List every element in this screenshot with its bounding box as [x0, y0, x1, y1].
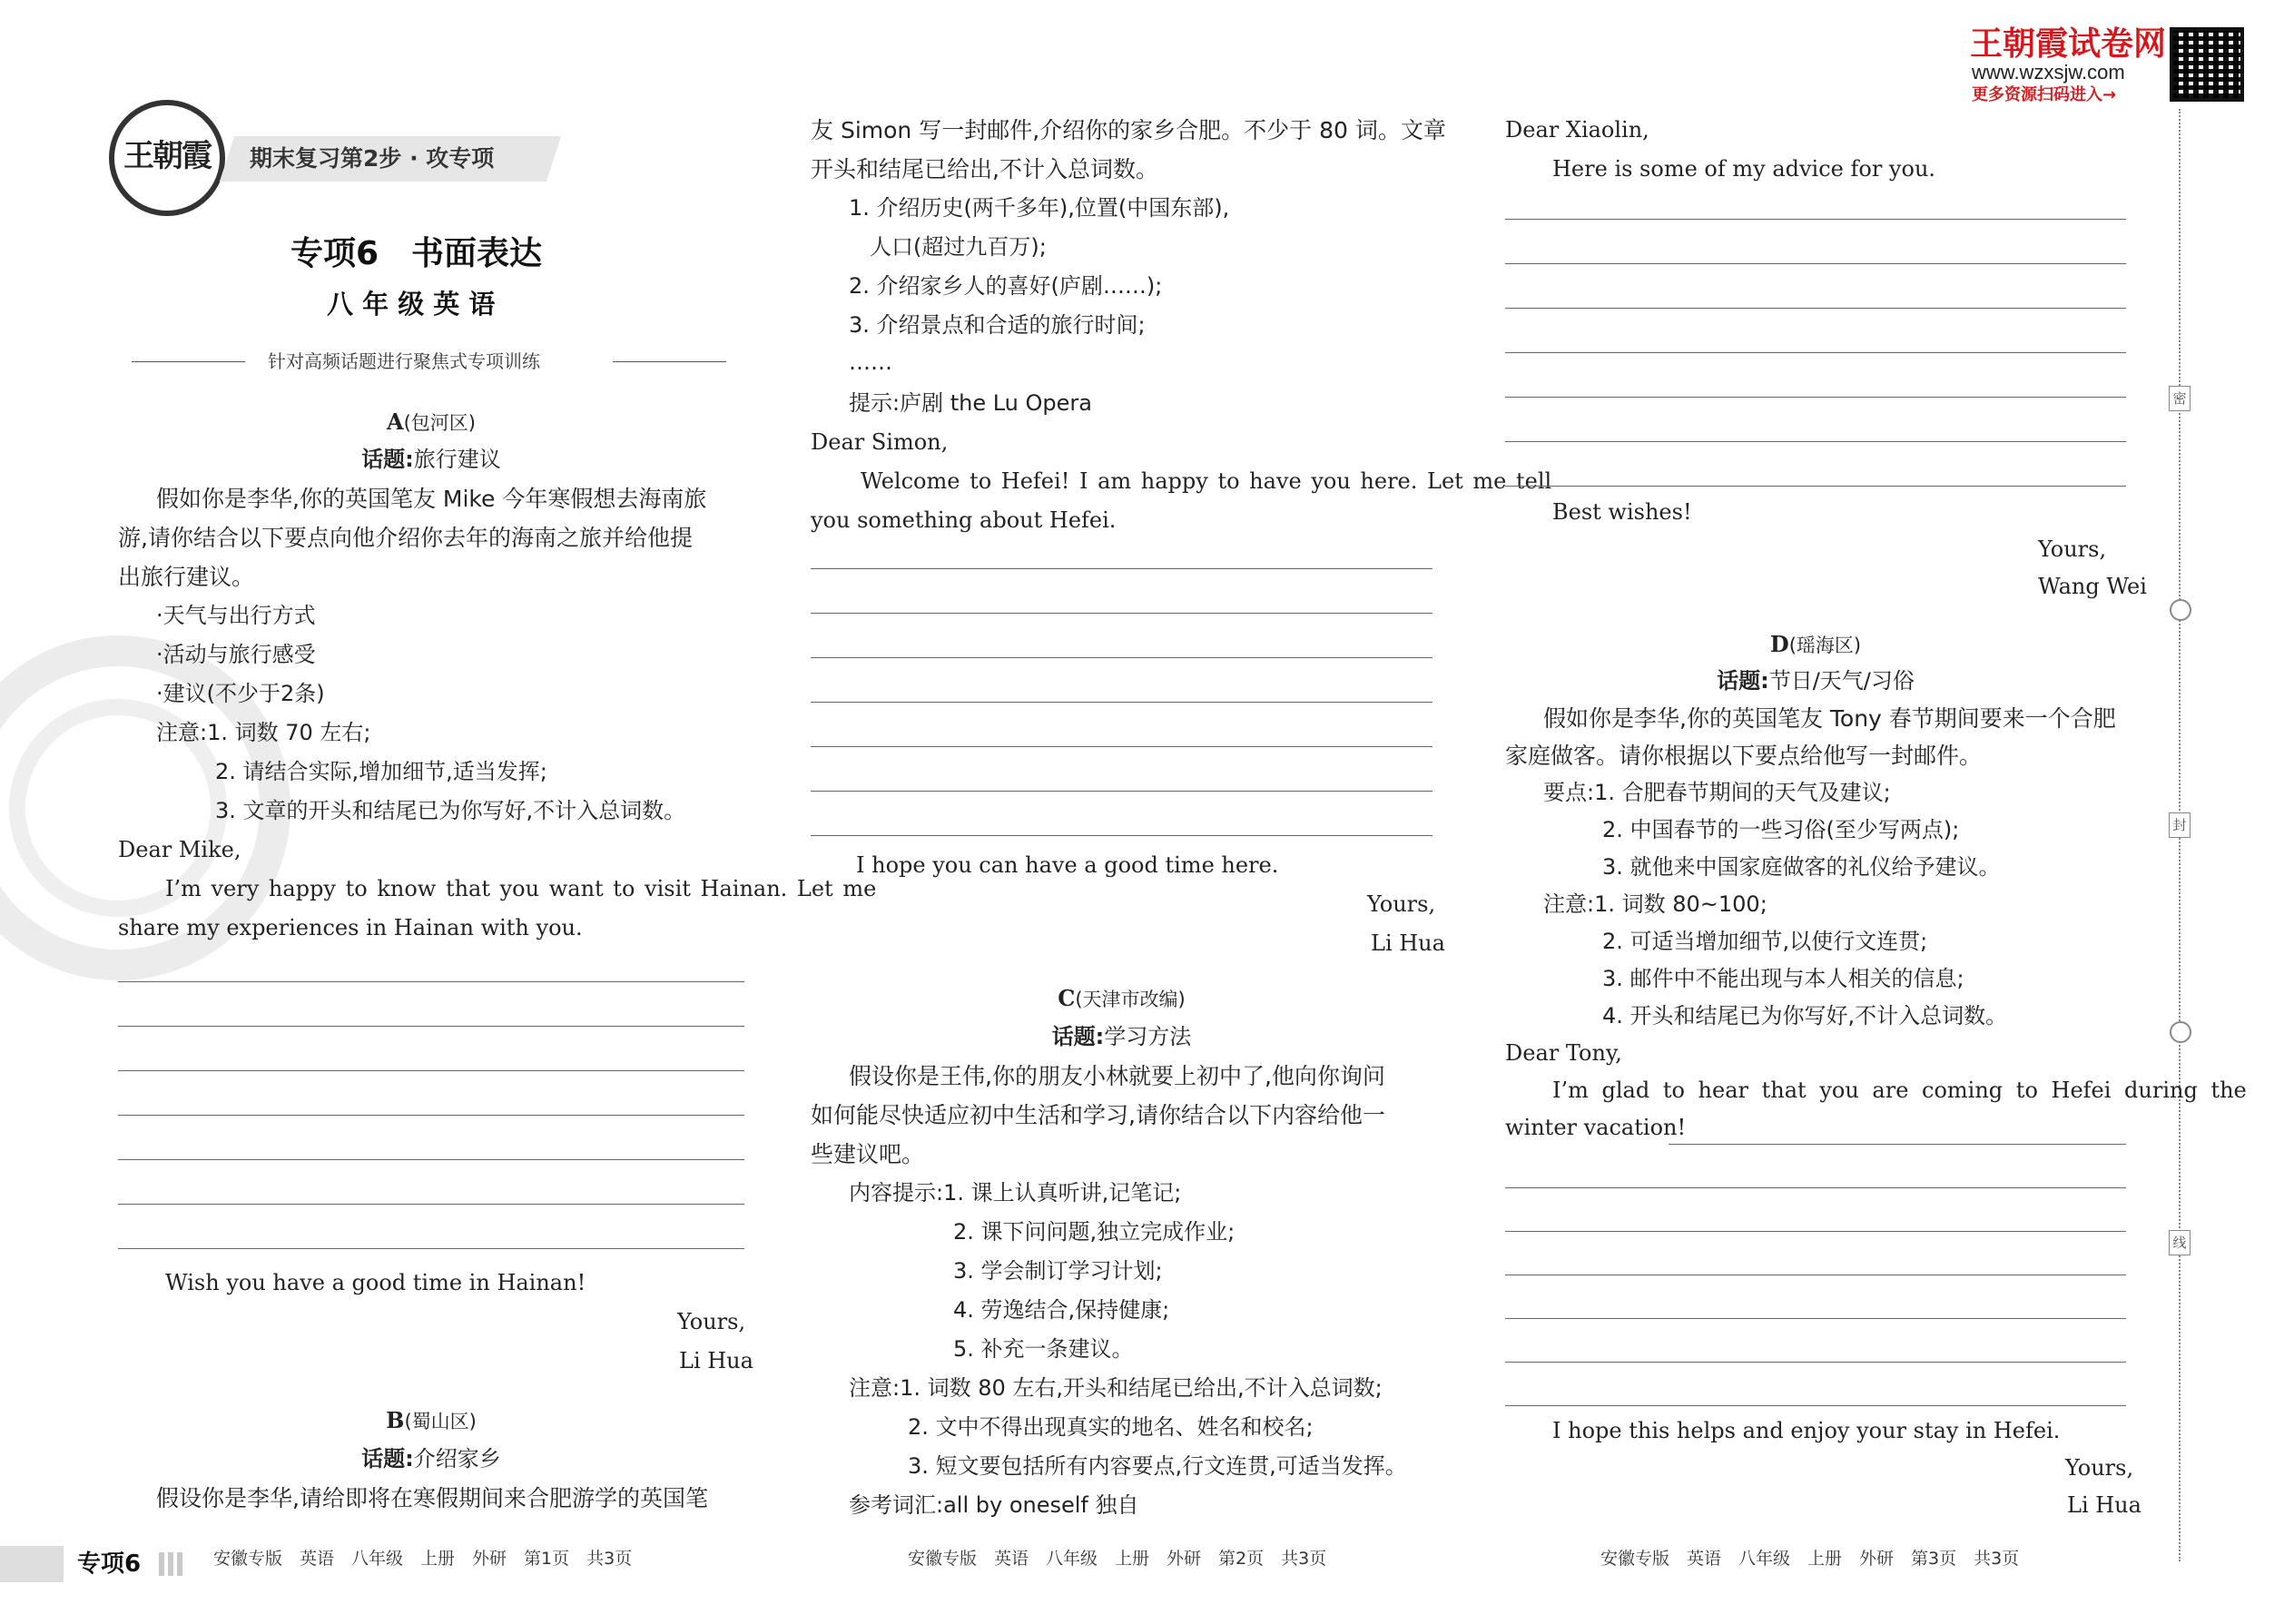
section-d-point-2: 2. 中国春节的一些习俗(至少写两点); — [1602, 817, 1960, 842]
section-d-signoff: Yours, — [2065, 1455, 2134, 1481]
tagline: 针对高频话题进行聚焦式专项训练 — [268, 350, 540, 372]
section-a-prompt-2: 游,请你结合以下要点向他介绍你去年的海南之旅并给他提 — [118, 525, 693, 551]
writing-line[interactable] — [1505, 352, 2126, 353]
writing-line[interactable] — [1505, 219, 2126, 220]
section-c-vocab: 参考词汇:all by oneself 独自 — [849, 1492, 1139, 1518]
section-c-point-4: 4. 劳逸结合,保持健康; — [953, 1297, 1170, 1323]
section-a-signature: Li Hua — [679, 1348, 753, 1373]
section-c-point-2: 2. 课下问问题,独立完成作业; — [953, 1219, 1236, 1245]
writing-line[interactable] — [118, 1159, 744, 1160]
writing-line[interactable] — [1505, 1318, 2126, 1319]
section-d-heading — [1505, 625, 2126, 665]
margin-mark-2: 封 — [2169, 812, 2191, 838]
margin-mark-3: 线 — [2169, 1230, 2191, 1255]
writing-line[interactable] — [811, 791, 1433, 792]
section-a-topic-label: 话题: — [361, 447, 414, 472]
section-c-signature: Wang Wei — [2038, 574, 2147, 599]
section-b-point-4: 3. 介绍景点和合适的旅行时间; — [849, 312, 1146, 338]
margin-mark-1: 密 — [2169, 386, 2191, 411]
writing-line[interactable] — [1505, 486, 2126, 487]
section-d-topic-label: 话题: — [1717, 668, 1769, 694]
section-a-opening-1: I’m very happy to know that you want to visit Hainan. Let me — [165, 876, 877, 901]
section-a-opening-2: share my experiences in Hainan with you. — [118, 915, 583, 940]
section-c-district: (天津市改编) — [1075, 989, 1186, 1010]
brand-url[interactable]: www.wzxsjw.com — [1972, 61, 2125, 84]
section-a-signoff: Yours, — [677, 1309, 746, 1334]
section-b-point-1: 1. 介绍历史(两千多年),位置(中国东部), — [849, 195, 1230, 221]
section-b-heading — [118, 1401, 744, 1442]
section-b-closing: I hope you can have a good time here. — [856, 852, 1279, 878]
section-d-point-1: 要点:1. 合肥春节期间的天气及建议; — [1543, 780, 1891, 805]
logo-text: 王朝霞 — [123, 138, 211, 174]
section-c-prompt-2: 如何能尽快适应初中生活和学习,请你结合以下内容给他一 — [811, 1102, 1385, 1128]
section-a-note-3: 3. 文章的开头和结尾已为你写好,不计入总词数。 — [215, 798, 686, 823]
section-b-point-2: 人口(超过九百万); — [870, 234, 1047, 260]
section-d-note-2: 2. 可适当增加细节,以使行文连贯; — [1602, 929, 1928, 954]
writing-line[interactable] — [811, 835, 1433, 836]
section-b-prompt-1: 假设你是李华,请给即将在寒假期间来合肥游学的英国笔 — [156, 1485, 708, 1511]
writing-line[interactable] — [811, 746, 1433, 747]
margin-circle-2 — [2170, 1021, 2191, 1043]
section-a-point-3: ·建议(不少于2条) — [156, 681, 325, 706]
writing-line[interactable] — [1505, 1187, 2126, 1188]
section-c-note-2: 2. 文中不得出现真实的地名、姓名和校名; — [908, 1414, 1314, 1440]
section-b-topic — [118, 1440, 744, 1479]
writing-line[interactable] — [118, 1248, 744, 1249]
writing-line[interactable] — [1505, 263, 2126, 264]
writing-line[interactable] — [1505, 1362, 2126, 1363]
section-c-label: C — [1058, 985, 1076, 1011]
section-c-point-3: 3. 学会制订学习计划; — [953, 1258, 1163, 1284]
writing-line[interactable] — [1505, 1231, 2126, 1232]
writing-line[interactable] — [1505, 1405, 2126, 1406]
footer-tab-label: 专项6 — [77, 1550, 142, 1578]
section-a-district: (包河区) — [403, 412, 476, 434]
writing-line[interactable] — [118, 1070, 744, 1071]
section-b-point-5: …… — [849, 349, 892, 375]
writing-line[interactable] — [811, 568, 1433, 569]
step-banner-text: 期末复习第2步 · 攻专项 — [250, 145, 495, 172]
writing-line[interactable] — [118, 981, 744, 982]
section-c-note-1: 注意:1. 词数 80 左右,开头和结尾已给出,不计入总词数; — [849, 1375, 1383, 1401]
section-a-note-2: 2. 请结合实际,增加细节,适当发挥; — [215, 759, 547, 784]
footer-page-3: 安徽专版 英语 八年级 上册 外研 第3页 共3页 — [1600, 1549, 2020, 1569]
brand-name: 王朝霞试卷网 — [1970, 25, 2167, 63]
section-d-opening-1: I’m glad to hear that you are coming to Hefei during the — [1552, 1078, 2247, 1103]
section-c-prompt-1: 假设你是王伟,你的朋友小林就要上初中了,他向你询问 — [849, 1063, 1385, 1089]
writing-line[interactable] — [811, 702, 1433, 703]
section-c-point-1: 内容提示:1. 课上认真听讲,记笔记; — [849, 1180, 1182, 1206]
section-c-closing: Best wishes! — [1552, 499, 1692, 525]
section-d-prompt-1: 假如你是李华,你的英国笔友 Tony 春节期间要来一个合肥 — [1543, 705, 2116, 732]
section-c-note-3: 3. 短文要包括所有内容要点,行文连贯,可适当发挥。 — [908, 1453, 1407, 1479]
section-d-closing: I hope this helps and enjoy your stay in Hefei. — [1552, 1418, 2061, 1443]
section-a-point-1: ·天气与出行方式 — [156, 603, 316, 628]
section-c-signoff: Yours, — [2038, 536, 2107, 562]
section-b-district: (蜀山区) — [404, 1411, 477, 1432]
section-d-note-4: 4. 开头和结尾已为你写好,不计入总词数。 — [1602, 1003, 2008, 1029]
section-b-label: B — [386, 1407, 405, 1433]
section-c-heading — [811, 979, 1433, 1019]
footer-tab-decor — [159, 1552, 182, 1576]
section-a-prompt-1: 假如你是李华,你的英国笔友 Mike 今年寒假想去海南旅 — [156, 486, 707, 512]
section-c-topic — [811, 1018, 1433, 1057]
tagline-rule-left — [132, 361, 245, 362]
writing-line[interactable] — [118, 1026, 744, 1027]
section-a-note-1: 注意:1. 词数 70 左右; — [156, 720, 371, 745]
section-b-prompt-3: 开头和结尾已给出,不计入总词数。 — [811, 156, 1158, 182]
section-c-prompt-3: 些建议吧。 — [811, 1141, 925, 1167]
section-b-greeting: Dear Simon, — [811, 429, 949, 455]
qr-code[interactable] — [2170, 27, 2244, 102]
writing-line[interactable] — [811, 657, 1433, 658]
writing-line[interactable] — [118, 1115, 744, 1116]
section-a-topic — [118, 440, 744, 479]
section-b-topic-text: 介绍家乡 — [413, 1446, 501, 1471]
section-c-opening-1: Here is some of my advice for you. — [1552, 156, 1936, 182]
section-b-opening-2: you something about Hefei. — [811, 507, 1117, 533]
section-d-note-3: 3. 邮件中不能出现与本人相关的信息; — [1602, 966, 1964, 991]
writing-line[interactable] — [811, 613, 1433, 614]
section-d-prompt-2: 家庭做客。请你根据以下要点给他写一封邮件。 — [1505, 743, 1983, 769]
section-c-topic-text: 学习方法 — [1104, 1024, 1192, 1049]
section-a-closing: Wish you have a good time in Hainan! — [165, 1270, 586, 1295]
section-d-label: D — [1769, 631, 1789, 657]
section-a-label: A — [386, 408, 404, 435]
footer-page-1: 安徽专版 英语 八年级 上册 外研 第1页 共3页 — [213, 1549, 633, 1569]
section-b-opening-1: Welcome to Hefei! I am happy to have you here. Let me tell — [861, 468, 1552, 494]
footer-page-2: 安徽专版 英语 八年级 上册 外研 第2页 共3页 — [908, 1549, 1327, 1569]
section-c-greeting: Dear Xiaolin, — [1505, 117, 1649, 143]
section-c-topic-label: 话题: — [1051, 1024, 1105, 1049]
section-d-district: (瑶海区) — [1788, 635, 1862, 656]
writing-line[interactable] — [1505, 308, 2126, 309]
section-b-point-3: 2. 介绍家乡人的喜好(庐剧……); — [849, 273, 1163, 299]
section-b-signoff: Yours, — [1367, 891, 1436, 917]
logo-badge — [109, 100, 225, 216]
section-b-prompt-2: 友 Simon 写一封邮件,介绍你的家乡合肥。不少于 80 词。文章 — [811, 117, 1446, 143]
section-d-topic — [1505, 662, 2126, 701]
section-a-topic-text: 旅行建议 — [413, 447, 501, 472]
tagline-rule-right — [613, 361, 726, 362]
writing-line[interactable] — [1505, 441, 2126, 442]
section-a-point-2: ·活动与旅行感受 — [156, 642, 316, 667]
section-d-greeting: Dear Tony, — [1505, 1040, 1622, 1066]
section-d-opening-2: winter vacation! — [1505, 1115, 1687, 1140]
section-a-prompt-3: 出旅行建议。 — [118, 564, 255, 590]
margin-circle-1 — [2170, 599, 2191, 621]
section-a-heading — [118, 402, 744, 443]
section-b-signature: Li Hua — [1371, 930, 1445, 956]
section-b-topic-label: 话题: — [361, 1446, 414, 1471]
writing-line[interactable] — [1505, 397, 2126, 398]
section-a-greeting: Dear Mike, — [118, 837, 241, 862]
section-d-note-1: 注意:1. 词数 80~100; — [1543, 891, 1767, 917]
section-b-hint: 提示:庐剧 the Lu Opera — [849, 390, 1092, 416]
writing-line[interactable] — [1669, 1144, 2126, 1145]
section-d-point-3: 3. 就他来中国家庭做客的礼仪给予建议。 — [1602, 854, 2001, 880]
section-d-topic-text: 节日/天气/习俗 — [1768, 668, 1915, 694]
page-subtitle: 八 年 级 英 语 — [327, 289, 496, 320]
section-c-point-5: 5. 补充一条建议。 — [953, 1336, 1134, 1362]
writing-line[interactable] — [118, 1204, 744, 1205]
section-d-signature: Li Hua — [2067, 1492, 2141, 1518]
brand-hint: 更多资源扫码进入→ — [1972, 85, 2117, 104]
page-title: 专项6 书面表达 — [290, 235, 543, 272]
